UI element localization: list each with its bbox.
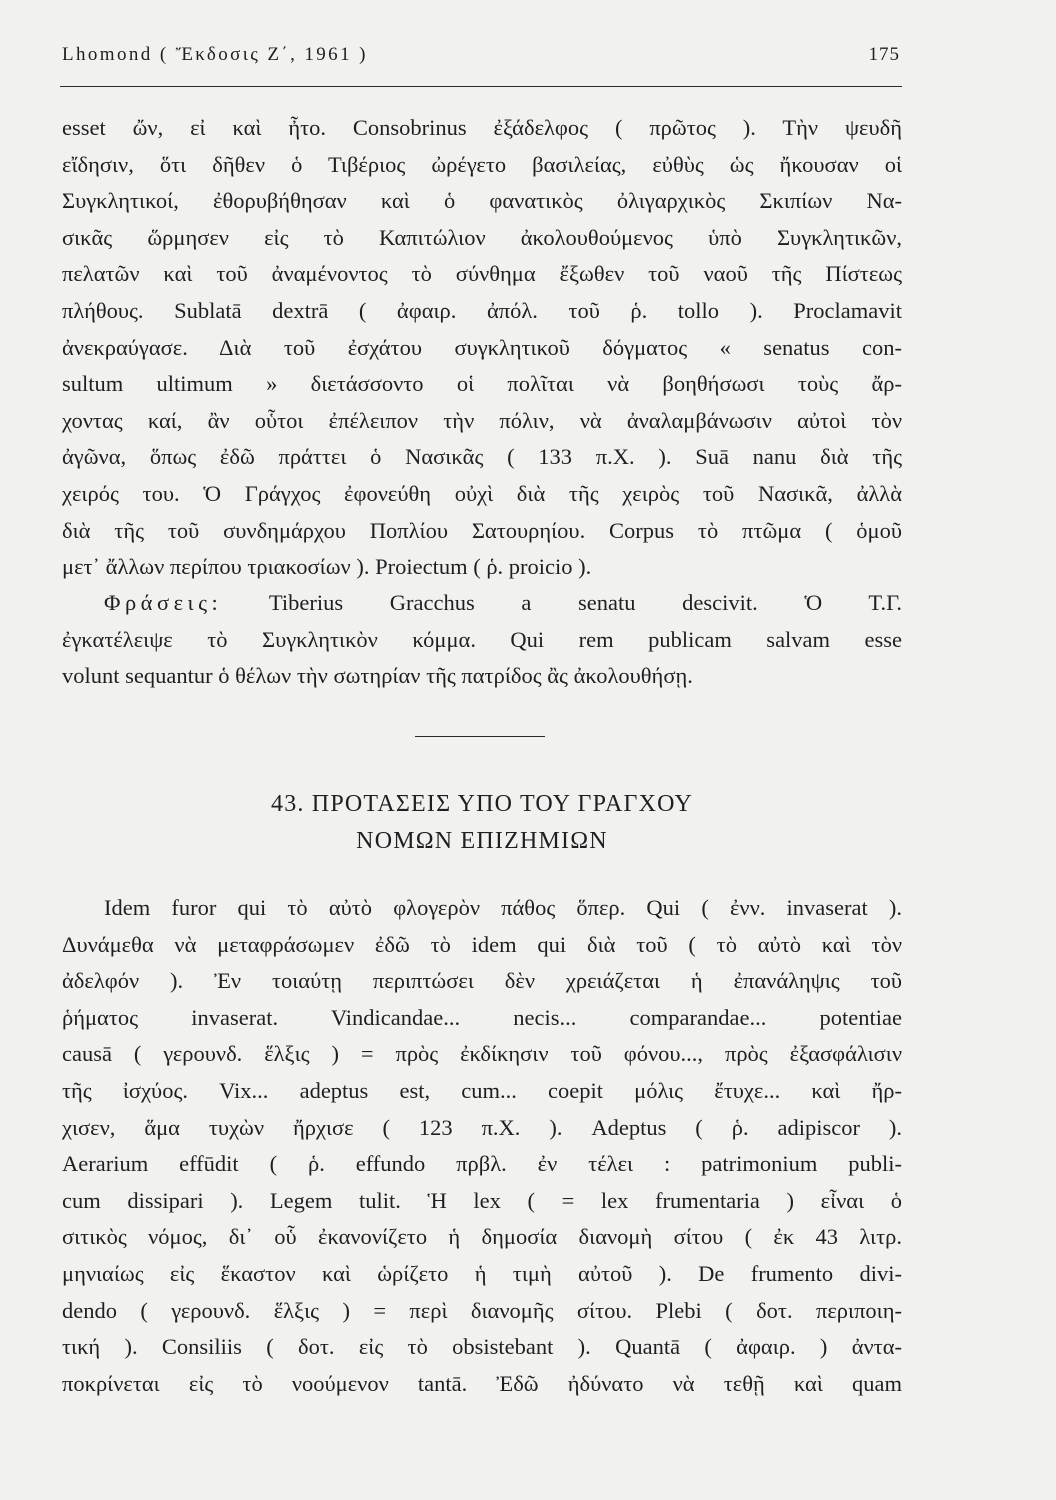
text-line (62, 585, 902, 622)
text-line: ἀνεκραύγασε. Διὰ τοῦ ἐσχάτου συγκλητικοῦ δόγματος « senatus con- (62, 334, 902, 360)
section-heading-line-2: ΝΟΜΩΝ ΕΠΙΖΗΜΙΩΝ (356, 828, 608, 854)
header-rule (60, 86, 902, 87)
text-line: χισεν, ἅμα τυχὼν ἤρχισε ( 123 π.Χ. ). Adeptus ( ῥ. adipiscor ). (62, 1114, 902, 1140)
text-line: χοντας καί, ἂν οὗτοι ἐπέλειπον τὴν πόλιν, νὰ ἀναλαμβάνωσιν αὐτοὶ τὸν (62, 407, 902, 433)
text-line: Δυνάμεθα νὰ μεταφράσωμεν ἐδῶ τὸ idem qui διὰ τοῦ ( τὸ αὐτὸ καὶ τὸν (62, 931, 902, 957)
phrases-text: Tiberius Gracchus a senatu descivit. Ὁ Τ.Γ. (222, 590, 902, 615)
text-line: ῥήματος invaserat. Vindicandae... necis... comparandae... potentiae (62, 1004, 902, 1030)
text-line: μηνιαίως εἰς ἕκαστον καὶ ὡρίζετο ἡ τιμὴ αὐτοῦ ). De frumento divi- (62, 1260, 902, 1286)
text-line: causā ( γερουνδ. ἕλξις ) = πρὸς ἐκδίκησιν τοῦ φόνου..., πρὸς ἐξασφάλισιν (62, 1041, 902, 1067)
phrases-paragraph (62, 585, 902, 695)
text-line: ποκρίνεται εἰς τὸ νοούμενον tantā. Ἐδῶ ἠδύνατο νὰ τεθῇ καὶ quam (62, 1370, 902, 1396)
section-heading (62, 786, 902, 860)
text-line: ἀγῶνα, ὅπως ἐδῶ πράττει ὁ Νασικᾶς ( 133 π.Χ. ). Suā nanu διὰ τῆς (62, 444, 902, 470)
text-line: τῆς ἰσχύος. Vix... adeptus est, cum... coepit μόλις ἔτυχε... καὶ ἤρ- (62, 1077, 902, 1103)
text-line: ἐγκατέλειψε τὸ Συγκλητικὸν κόμμα. Qui rem publicam salvam esse (62, 626, 902, 652)
phrases-label: Φράσεις: (104, 590, 223, 615)
text-line: σιτικὸς νόμος, δι᾽ οὗ ἐκανονίζετο ἡ δημοσία διανομὴ σίτου ( ἐκ 43 λιτρ. (62, 1224, 902, 1250)
commentary-paragraph-1 (62, 110, 902, 586)
text-line: διὰ τῆς τοῦ συνδημάρχου Ποπλίου Σατουρηίου. Corpus τὸ πτῶμα ( ὁμοῦ (62, 517, 902, 543)
text-line: volunt sequantur ὁ θέλων τὴν σωτηρίαν τῆς πατρίδος ἂς ἀκολουθήσῃ. (62, 663, 693, 689)
section-heading-line-1: 43. ΠΡΟΤΑΣΕΙΣ ΥΠΟ ΤΟΥ ΓΡΑΓΧΟΥ (271, 791, 693, 817)
running-head (62, 44, 900, 74)
section-divider (415, 736, 545, 737)
text-line: esset ὤν, εἰ καὶ ἦτο. Consobrinus ἐξάδελφος ( πρῶτος ). Τὴν ψευδῆ (62, 115, 902, 140)
text-line: πελατῶν καὶ τοῦ ἀναμένοντος τὸ σύνθημα ἔξωθεν τοῦ ναοῦ τῆς Πίστεως (62, 261, 902, 287)
running-title: Lhomond ( Ἔκδοσις Ζ΄, 1961 ) (62, 44, 368, 65)
text-line: πλήθους. Sublatā dextrā ( ἀφαιρ. ἀπόλ. τοῦ ῥ. tollo ). Proclamavit (62, 297, 902, 323)
text-line: sultum ultimum » διετάσσοντο οἱ πολῖται νὰ βοηθήσωσι τοὺς ἄρ- (62, 371, 902, 397)
text-line: Idem furor qui τὸ αὐτὸ φλογερὸν πάθος ὅπερ. Qui ( ἐνν. invaserat ). (104, 895, 902, 920)
text-line: dendo ( γερουνδ. ἕλξις ) = περὶ διανομῆς σίτου. Plebi ( δοτ. περιποιη- (62, 1297, 902, 1323)
commentary-paragraph-2 (62, 890, 902, 1402)
text-line: μετ᾽ ἄλλων περίπου τριακοσίων ). Proiectum ( ῥ. proicio ). (62, 554, 592, 580)
text-line: cum dissipari ). Legem tulit. Ἡ lex ( = lex frumentaria ) εἶναι ὁ (62, 1187, 902, 1213)
text-line: Aerarium effūdit ( ῥ. effundo πρβλ. ἐν τέλει : patrimonium publi- (62, 1151, 902, 1177)
text-line: Συγκλητικοί, ἐθορυβήθησαν καὶ ὁ φανατικὸς ὀλιγαρχικὸς Σκιπίων Να- (62, 188, 902, 214)
text-line: σικᾶς ὥρμησεν εἰς τὸ Καπιτώλιον ἀκολουθούμενος ὑπὸ Συγκλητικῶν, (62, 224, 902, 250)
text-line: χειρός του. Ὁ Γράγχος ἐφονεύθη οὐχὶ διὰ τῆς χειρὸς τοῦ Νασικᾶ, ἀλλὰ (62, 480, 902, 506)
text-line: ἀδελφόν ). Ἐν τοιαύτῃ περιπτώσει δὲν χρειάζεται ἡ ἐπανάληψις τοῦ (62, 968, 902, 994)
text-line: τική ). Consiliis ( δοτ. εἰς τὸ obsistebant ). Quantā ( ἀφαιρ. ) ἀντα- (62, 1334, 902, 1360)
text-line: εἴδησιν, ὅτι δῆθεν ὁ Τιβέριος ὠρέγετο βασιλείας, εὐθὺς ὡς ἤκουσαν οἱ (62, 151, 902, 177)
page-number: 175 (868, 44, 900, 65)
